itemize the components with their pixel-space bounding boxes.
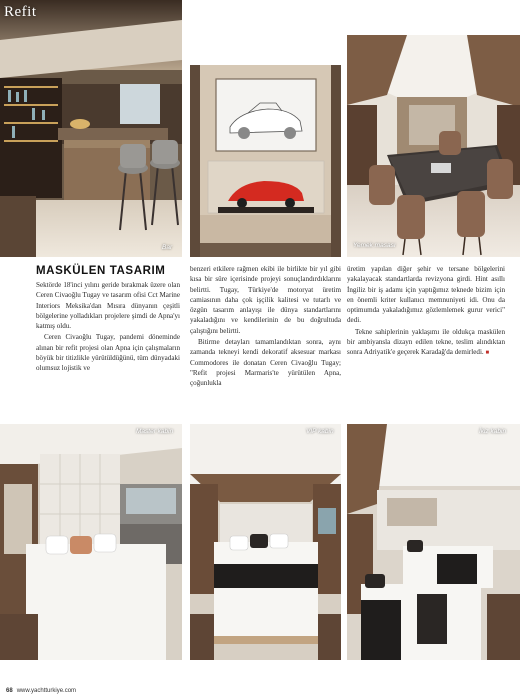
- article-heading: MASKÜLEN TASARIM: [36, 265, 166, 277]
- text-column-2: [190, 264, 341, 390]
- paragraph: Tekne sahiplerinin yaklaşımı ile oldukça maskülen bir ambiyansla dizayn edilen tekne, teslim alındıktan sonra Adriyatik'e geçerek Karadağ'da demirledi.: [347, 327, 505, 357]
- page-footer: [6, 688, 76, 694]
- paragraph: üretim yapılan diğer şehir ve tersane bölgelerini yakalayacak standartlarda revizyona girdi. Hint asıllı İngiliz bir iş adamı için yaptığımız teknede bizim için en önemli kriter kullanıcı memnuniyeti idi. Onu da optimumda yakaladığımız gözlemlemek gurur verici" dedi.: [347, 265, 505, 325]
- bar-photo: [0, 0, 182, 257]
- bar-illustration: [0, 0, 182, 257]
- twin-cabin-photo: [347, 424, 520, 660]
- twin-cabin-illustration: [347, 424, 520, 660]
- dining-caption: Yemek masası: [353, 242, 396, 249]
- paragraph: benzeri etkilere rağmen ekibi ile birlikte bir yıl gibi kısa bir süre içerisinde projeyi sonuçlandırdıklarını belirtti. Tugay, Türkiye'de motoryat üretim camiasının daha çok işçilik kalitesi ve tutarlı ve özgün tasarım anlayışı ile dünya standartlarını yakaladığını ve kendilerinin de bu doğrultuda çalıştığını belirtti.: [190, 265, 341, 335]
- text-column-3: [347, 264, 505, 360]
- master-cabin-illustration: [0, 424, 182, 660]
- website-url: www.yachtturkiye.com: [16, 688, 77, 694]
- car-sculpture-photo: [190, 65, 341, 257]
- end-of-article-mark: ■: [485, 350, 490, 357]
- dining-photo: [347, 35, 520, 257]
- car-sculpture-illustration: [190, 65, 341, 257]
- master-cabin-photo: [0, 424, 182, 660]
- vip-cabin-photo: [190, 424, 341, 660]
- paragraph: Sektörde 18'inci yılını geride bırakmak üzere olan Ceren Civaoğlu Tugay ve tasarım ofisi Cct Marine Interiors Meksika'dan Mısıra dünyanın çeşitli bölgelerine yolladıkları projelere şimdi de Apna'yı katmış oldu.: [36, 281, 180, 331]
- section-label: Refit: [4, 4, 37, 20]
- master-cabin-caption: Master kabin: [136, 428, 174, 435]
- vip-cabin-caption: VIP kabin: [306, 428, 334, 435]
- paragraph: Ceren Civaoğlu Tugay, pandemi döneminde alınan bir refit projesi olan Apna için çalışmaların böyük bir titizlikle yürütüldüğünü, tüm dünyadaki olumsuz lojistik ve: [36, 333, 180, 373]
- vip-cabin-illustration: [190, 424, 341, 660]
- bar-caption: Bar: [162, 244, 173, 251]
- paragraph: Bitirme detayları tamamlandıktan sonra, aynı zamanda tekneyi kendi dekoratif aksesuar markası Commodores ile donatan Ceren Civaoğlu Tugay; "Refit projesi Marmaris'te yürütülen Apna, çoğunlukla: [190, 338, 341, 388]
- twin-cabin-caption: İkiz kabin: [479, 428, 507, 435]
- text-column-1: [36, 264, 180, 375]
- dining-illustration: [347, 35, 520, 257]
- paragraph-with-end-mark: [347, 327, 505, 359]
- page-number: 68: [6, 688, 13, 694]
